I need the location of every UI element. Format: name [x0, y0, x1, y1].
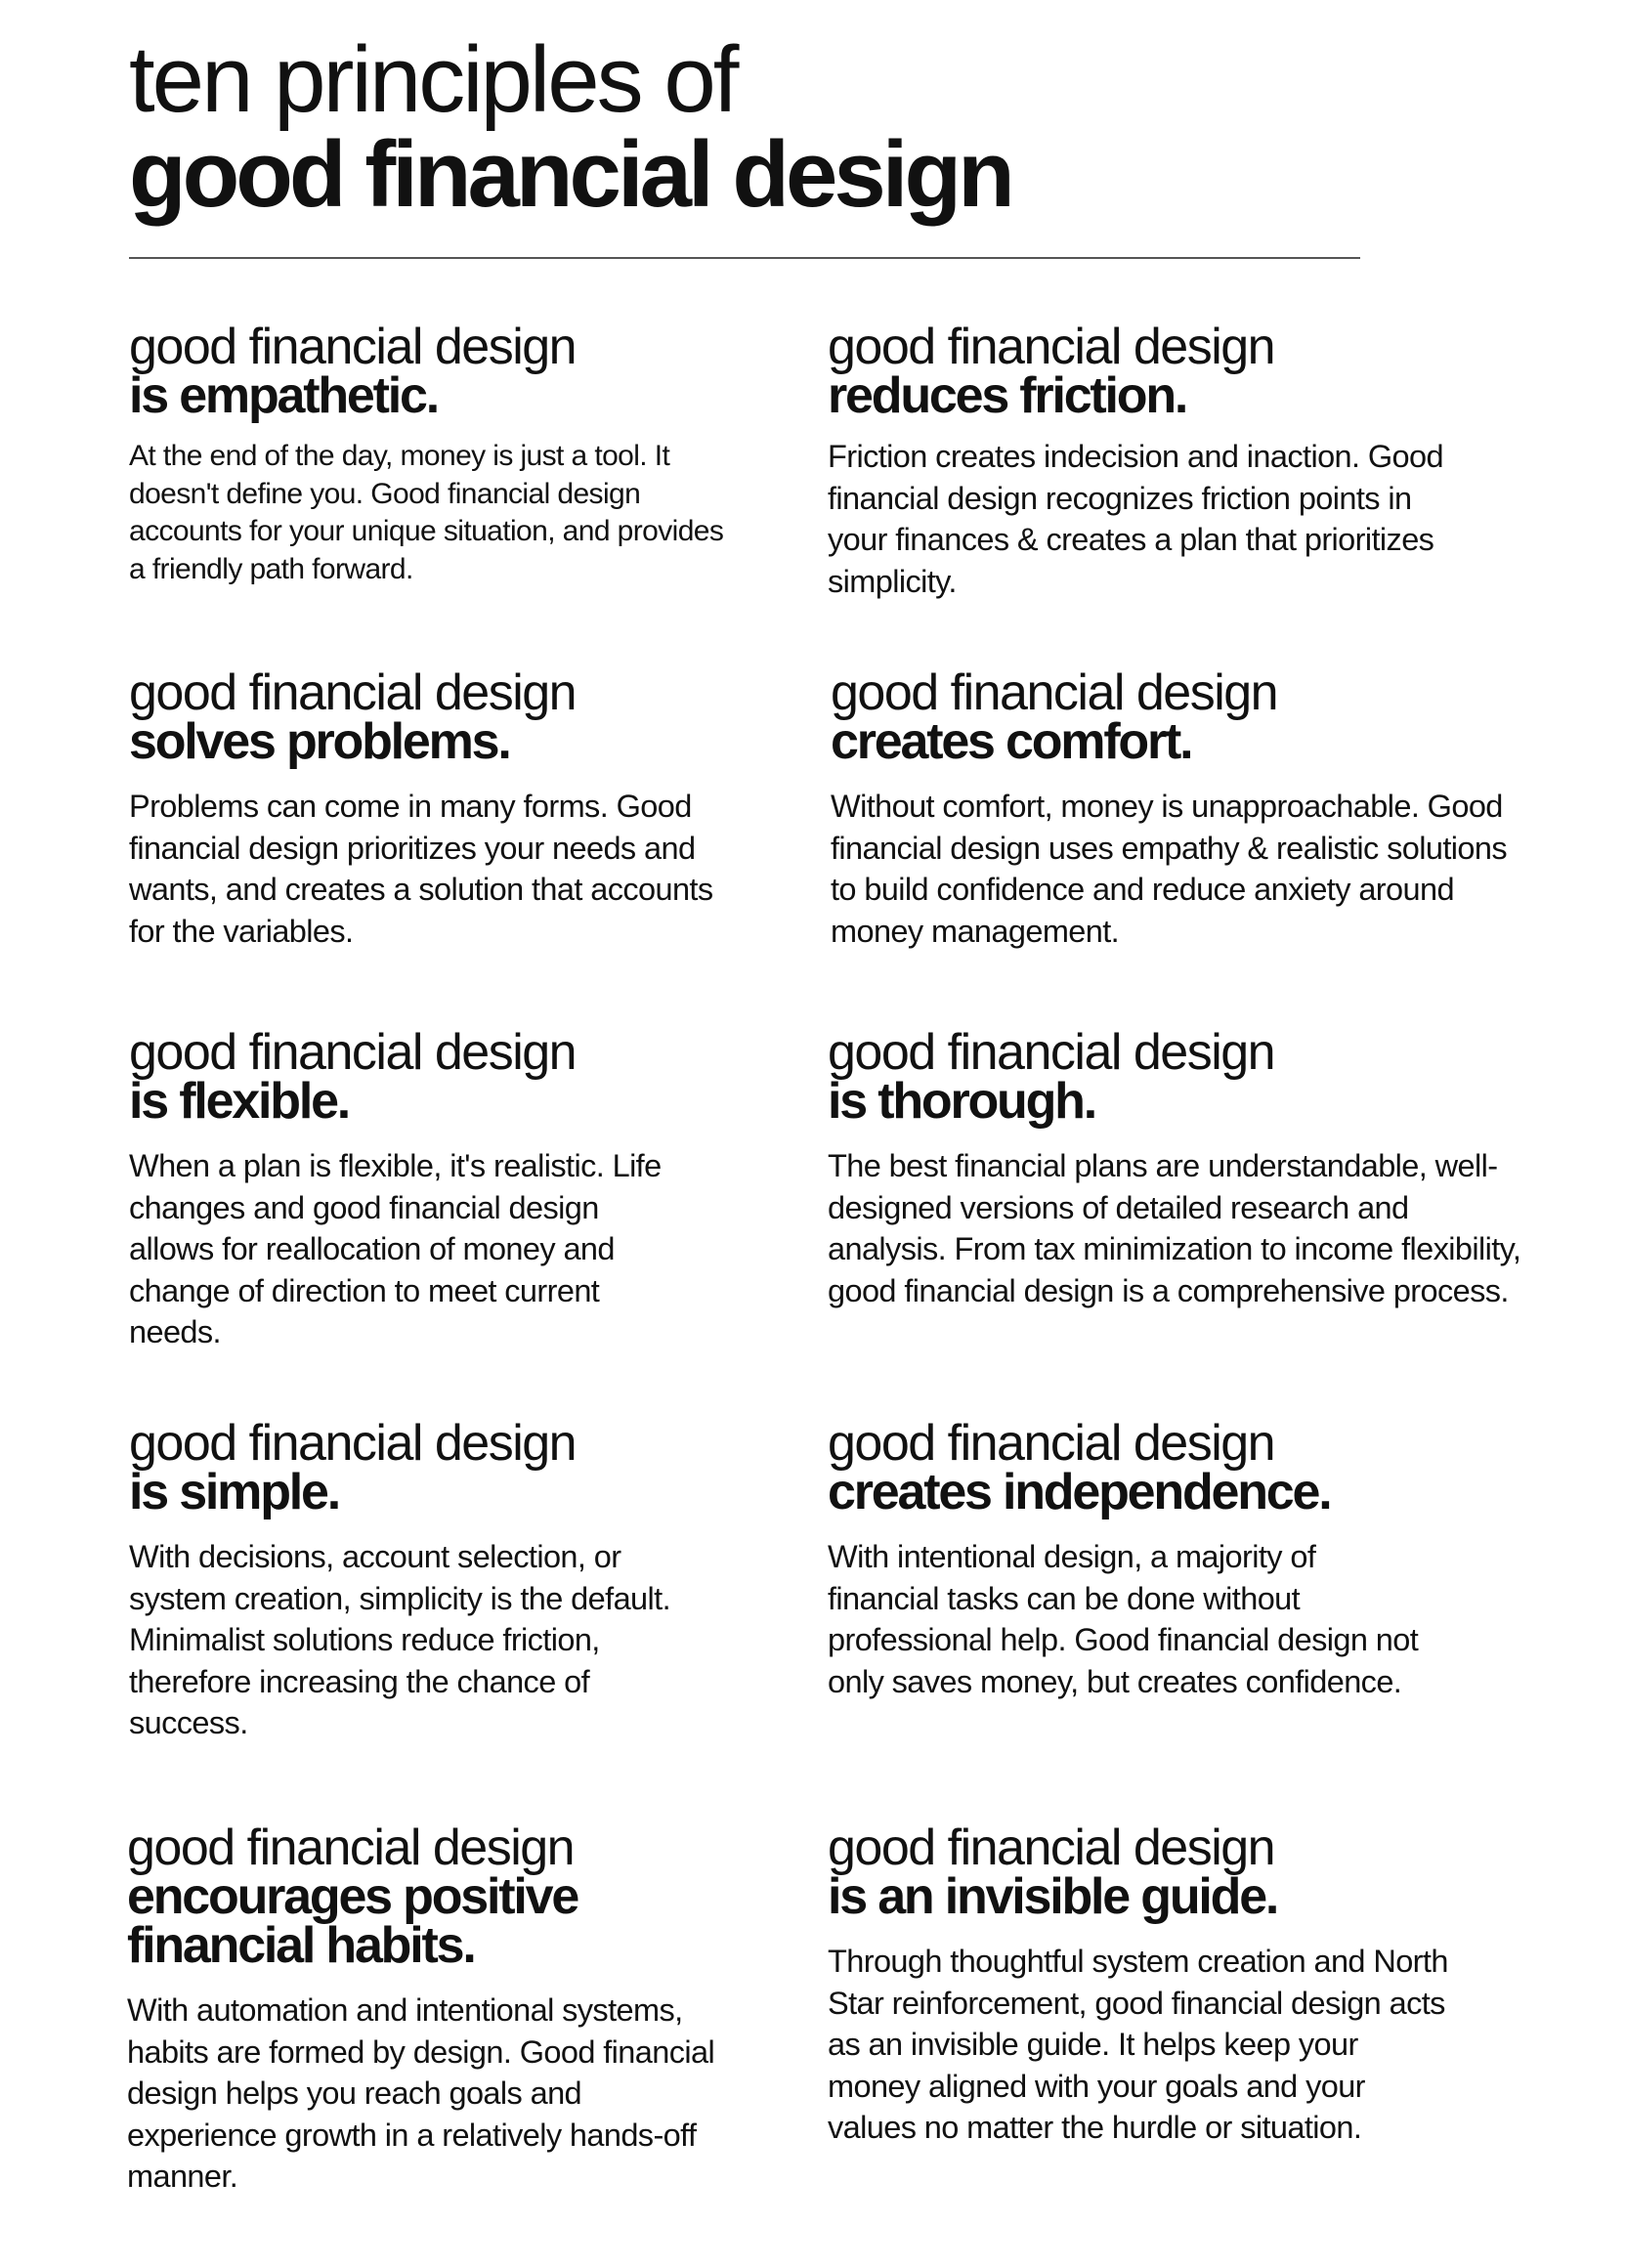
- principle-description: At the end of the day, money is just a tool. It doesn't define you. Good financial design accounts for your unique situation, and provides a friendly path forward.: [129, 440, 724, 585]
- principle-description: The best financial plans are understandable, well-designed versions of detailed research and analysis. From tax minimization to income flexibility, good financial design is a comprehensive process.: [828, 1148, 1521, 1308]
- principle-quality: reduces friction.: [828, 367, 1187, 424]
- principle-simple: [129, 1415, 803, 1744]
- principle-flexible: [129, 1024, 803, 1353]
- principle-prefix: good financial design: [129, 1024, 577, 1081]
- principle-description: With decisions, account selection, or system creation, simplicity is the default. Minimalist solutions reduce friction, therefore increasing the chance of success.: [129, 1539, 670, 1740]
- principle-prefix: good financial design: [129, 664, 577, 721]
- principle-creates-comfort: [831, 664, 1508, 952]
- principle-quality: creates comfort.: [831, 713, 1192, 770]
- principle-description: Problems can come in many forms. Good financial design prioritizes your needs and wants, and creates a solution that accounts for the variables.: [129, 789, 713, 949]
- principle-quality: creates independence.: [828, 1464, 1331, 1520]
- principle-thorough: [828, 1024, 1521, 1311]
- principle-quality: is an invisible guide.: [828, 1868, 1278, 1925]
- principle-reduces-friction: [828, 319, 1502, 602]
- principle-quality: is thorough.: [828, 1073, 1095, 1130]
- principle-quality: is empathetic.: [129, 367, 438, 424]
- title-divider: [129, 257, 1360, 259]
- principle-quality: solves problems.: [129, 713, 510, 770]
- principle-description: With automation and intentional systems, habits are formed by design. Good financial design helps you reach goals and experience growth in a relatively hands-off manner.: [127, 1992, 715, 2194]
- principle-quality: is simple.: [129, 1464, 339, 1520]
- page-title-line2: good financial design: [129, 122, 1011, 227]
- principle-prefix: good financial design: [127, 1819, 575, 1876]
- principle-prefix: good financial design: [828, 319, 1275, 375]
- principle-empathetic: [129, 319, 803, 588]
- page-title-line1: ten principles of: [129, 27, 737, 132]
- principle-solves-problems: [129, 664, 803, 952]
- principle-prefix: good financial design: [129, 319, 577, 375]
- principle-positive-habits: [127, 1819, 801, 2198]
- principle-description: Friction creates indecision and inaction. Good financial design recognizes friction points in your finances & creates a plan that prioritizes simplicity.: [828, 439, 1443, 599]
- principle-prefix: good financial design: [828, 1819, 1275, 1876]
- principle-description: Through thoughtful system creation and North Star reinforcement, good financial design acts as an invisible guide. It helps keep your money aligned with your goals and your values no matter the hurdle or situation.: [828, 1944, 1448, 2145]
- principle-prefix: good financial design: [828, 1024, 1275, 1081]
- principle-description: When a plan is flexible, it's realistic. Life changes and good financial design allows for reallocation of money and change of direction to meet current needs.: [129, 1148, 662, 1349]
- principle-creates-independence: [828, 1415, 1502, 1702]
- principle-prefix: good financial design: [129, 1415, 577, 1472]
- principle-invisible-guide: [828, 1819, 1502, 2149]
- principle-quality: is flexible.: [129, 1073, 350, 1130]
- principle-prefix: good financial design: [828, 1415, 1275, 1472]
- principle-description: Without comfort, money is unapproachable. Good financial design uses empathy & realistic solutions to build confidence and reduce anxiety around money management.: [831, 789, 1508, 949]
- principle-prefix: good financial design: [831, 664, 1278, 721]
- principle-quality: encourages positive financial habits.: [127, 1868, 578, 1974]
- principle-description: With intentional design, a majority of financial tasks can be done without professional help. Good financial design not only saves money, but creates confidence.: [828, 1539, 1419, 1699]
